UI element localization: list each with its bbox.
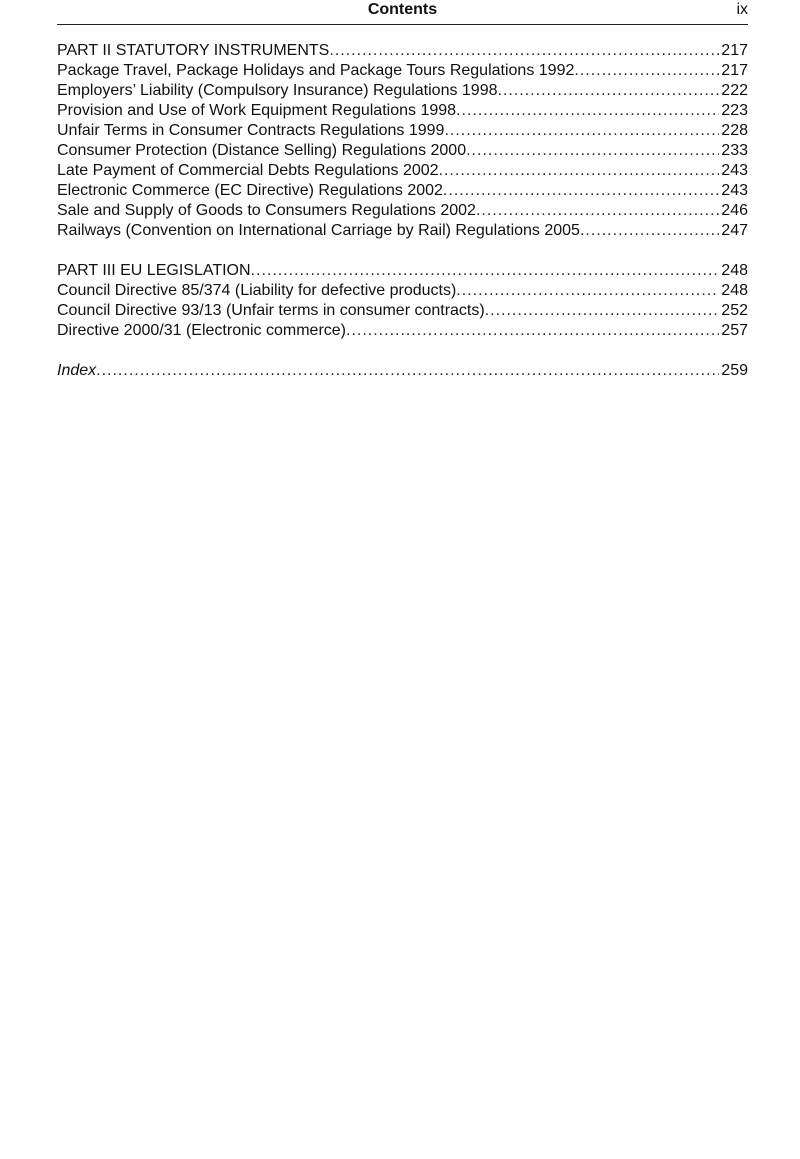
toc-entry-label: PART II STATUTORY INSTRUMENTS	[57, 42, 330, 59]
toc-entry[interactable]	[57, 221, 748, 241]
toc-entry[interactable]	[57, 121, 748, 141]
toc-entry-page: 223	[721, 102, 748, 119]
toc-entry-label: Employers’ Liability (Compulsory Insurance) Regulations 1998	[57, 82, 498, 99]
dot-leader	[456, 281, 719, 301]
toc-entry[interactable]	[57, 101, 748, 121]
toc-entry-page: 217	[721, 62, 748, 79]
toc-entry-page: 217	[721, 42, 748, 59]
dot-leader	[580, 221, 719, 241]
toc-entry-label: Directive 2000/31 (Electronic commerce)	[57, 322, 346, 339]
dot-leader	[443, 181, 719, 201]
dot-leader	[466, 141, 719, 161]
toc-entry-page: 243	[721, 162, 748, 179]
toc-entry-page: 228	[721, 122, 748, 139]
toc-entry[interactable]	[57, 141, 748, 161]
toc-entry-label: Unfair Terms in Consumer Contracts Regulations 1999	[57, 122, 445, 139]
dot-leader	[456, 101, 719, 121]
dot-leader	[439, 161, 720, 181]
toc-entry-label: Index	[57, 362, 97, 379]
toc-group-index	[57, 361, 748, 381]
toc-entry[interactable]	[57, 201, 748, 221]
dot-leader	[485, 301, 720, 321]
toc-entry-page: 222	[721, 82, 748, 99]
toc-entry[interactable]	[57, 61, 748, 81]
toc-entry-page: 247	[721, 222, 748, 239]
table-of-contents	[57, 41, 748, 381]
toc-entry[interactable]	[57, 281, 748, 301]
toc-entry[interactable]	[57, 301, 748, 321]
toc-entry-page: 233	[721, 142, 748, 159]
toc-entry-page: 248	[721, 262, 748, 279]
toc-entry-label: Railways (Convention on International Carriage by Rail) Regulations 2005	[57, 222, 580, 239]
dot-leader	[329, 41, 719, 61]
toc-entry[interactable]	[57, 321, 748, 341]
dot-leader	[574, 61, 719, 81]
toc-entry-page: 248	[721, 282, 748, 299]
toc-entry-index[interactable]	[57, 361, 748, 381]
toc-entry-page: 259	[721, 362, 748, 379]
toc-entry-part-ii-heading[interactable]	[57, 41, 748, 61]
toc-entry-page: 246	[721, 202, 748, 219]
running-head	[57, 0, 748, 25]
dot-leader	[476, 201, 719, 221]
toc-entry-page: 257	[721, 322, 748, 339]
toc-entry-label: Consumer Protection (Distance Selling) Regulations 2000	[57, 142, 467, 159]
dot-leader	[346, 321, 719, 341]
toc-entry[interactable]	[57, 181, 748, 201]
toc-entry-label: Late Payment of Commercial Debts Regulations 2002	[57, 162, 439, 179]
toc-entry-label: Electronic Commerce (EC Directive) Regulations 2002	[57, 182, 443, 199]
dot-leader	[251, 261, 720, 281]
dot-leader	[444, 121, 719, 141]
toc-entry-part-iii-heading[interactable]	[57, 261, 748, 281]
toc-entry-page: 243	[721, 182, 748, 199]
page	[57, 0, 748, 401]
toc-entry-label: Sale and Supply of Goods to Consumers Regulations 2002	[57, 202, 476, 219]
dot-leader	[498, 81, 720, 101]
toc-entry-label: Package Travel, Package Holidays and Package Tours Regulations 1992	[57, 62, 575, 79]
toc-entry-page: 252	[721, 302, 748, 319]
toc-entry[interactable]	[57, 161, 748, 181]
toc-group-part-ii	[57, 41, 748, 241]
toc-group-part-iii	[57, 261, 748, 341]
toc-entry-label: PART III EU LEGISLATION	[57, 262, 251, 279]
toc-entry-label: Council Directive 85/374 (Liability for defective products)	[57, 282, 457, 299]
page-title: Contents	[367, 1, 438, 18]
page-number: ix	[736, 1, 748, 18]
toc-entry-label: Provision and Use of Work Equipment Regulations 1998	[57, 102, 457, 119]
toc-entry-label: Council Directive 93/13 (Unfair terms in consumer contracts)	[57, 302, 485, 319]
dot-leader	[96, 361, 719, 381]
toc-entry[interactable]	[57, 81, 748, 101]
